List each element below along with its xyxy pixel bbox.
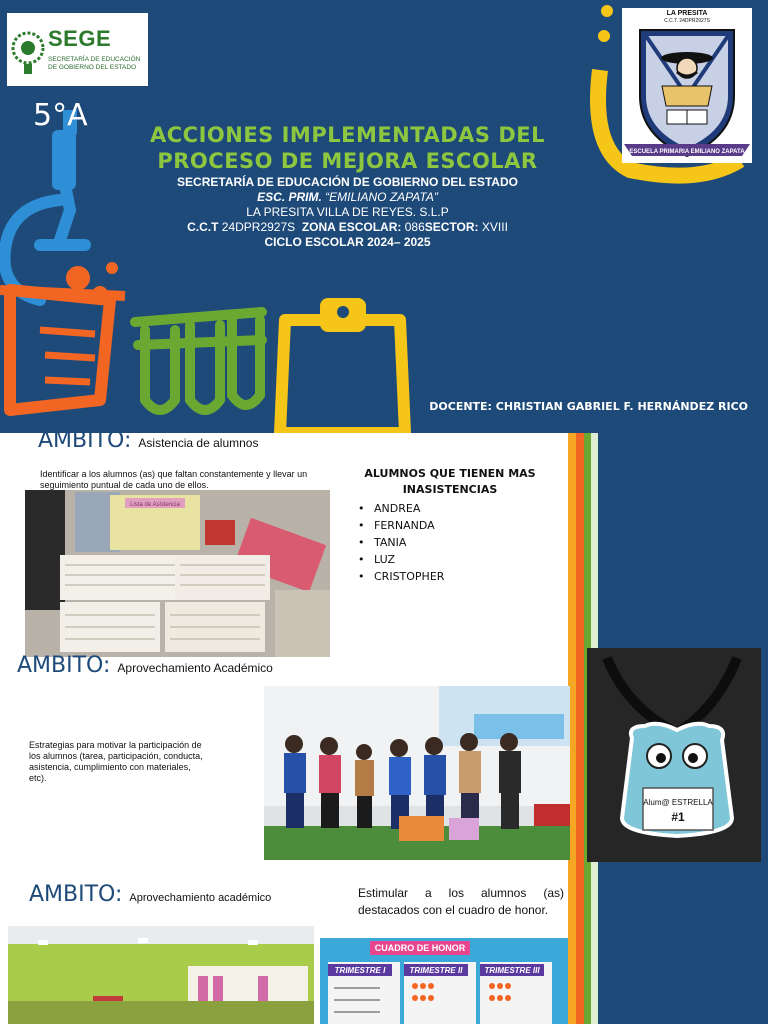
attendance-description: Identificar a los alumnos (as) que faltan constantemente y llevar un seguimiento puntual de cada uno de ellos. <box>40 469 308 490</box>
board-title: CUADRO DE HONOR <box>374 943 466 953</box>
ambito-label: AMBITO: <box>38 428 132 453</box>
decorative-dot <box>601 5 613 17</box>
absent-students-list <box>358 500 444 585</box>
sector-value: XVIII <box>481 220 508 234</box>
ambito-label: AMBITO: <box>17 653 111 678</box>
badge-number: #1 <box>671 810 685 824</box>
sege-subtitle: SECRETARÍA DE EDUCACIÓN DE GOBIERNO DEL ESTADO <box>48 56 141 71</box>
school-name: “EMILIANO ZAPATA” <box>325 190 438 204</box>
academic-description: Estrategias para motivar la participación de los alumnos (tarea, participación, conducta, asistencia, cumplimiento con materiales, etc). <box>29 740 203 783</box>
board-column-label: TRIMESTRE III <box>484 966 540 975</box>
section-attendance-heading <box>38 428 258 453</box>
school-logo-top-text: LA PRESITA <box>666 10 708 17</box>
absent-list-title: ALUMNOS QUE TIENEN MAS INASISTENCIAS <box>364 467 536 496</box>
attendance-photo <box>25 490 330 657</box>
ambito-subtitle: Aprovechamiento Académico <box>117 661 273 675</box>
school-shield-icon <box>622 26 752 163</box>
grade-label: 5°A <box>33 98 88 133</box>
teacher-name: DOCENTE: CHRISTIAN GABRIEL F. HERNÁNDEZ RICO <box>429 400 748 413</box>
honor-board-photo <box>320 938 568 1024</box>
classroom-photo <box>8 926 314 1024</box>
school-logo-ribbon: ESCUELA PRIMARIA EMILIANO ZAPATA <box>629 149 745 155</box>
section-academic-heading <box>17 653 273 678</box>
board-column-label: TRIMESTRE II <box>409 966 463 975</box>
star-student-badge-photo <box>587 648 761 862</box>
list-item: • FERNANDA <box>358 517 444 534</box>
school-prefix: ESC. PRIM. <box>257 190 322 204</box>
list-item: • ANDREA <box>358 500 444 517</box>
cct-line <box>130 220 565 235</box>
ambito-subtitle: Asistencia de alumnos <box>138 436 259 450</box>
attendance-sign-text: Lista de Asistencia <box>130 502 180 508</box>
header-banner <box>0 0 768 433</box>
honor-board-image <box>320 938 568 1024</box>
section-honor-heading <box>29 882 271 907</box>
clipboard-icon <box>280 298 405 433</box>
zona-value: 086 <box>404 220 425 234</box>
decorative-dot <box>598 30 610 42</box>
test-tubes-icon <box>135 312 262 410</box>
page-title: ACCIONES IMPLEMENTADAS DEL PROCESO DE MEJORA ESCOLAR <box>150 123 545 173</box>
school-line <box>130 190 565 205</box>
students-group-photo <box>264 686 570 860</box>
sege-emblem-icon <box>11 26 45 76</box>
location-line: LA PRESITA VILLA DE REYES. S.L.P <box>246 205 449 219</box>
cct-label: C.C.T <box>187 220 219 234</box>
cct-value: 24DPR2927S <box>221 220 296 234</box>
attendance-photo-image <box>25 490 330 657</box>
list-item: • TANIA <box>358 534 444 551</box>
star-student-badge-image <box>587 648 761 862</box>
secretaria-line: SECRETARÍA DE EDUCACIÓN DE GOBIERNO DEL ESTADO <box>177 175 518 189</box>
school-cycle: CICLO ESCOLAR 2024– 2025 <box>264 235 431 249</box>
sege-title: SEGE <box>48 26 112 51</box>
list-item: • CRISTOPHER <box>358 568 444 585</box>
ambito-label: AMBITO: <box>29 882 123 907</box>
zona-label: ZONA ESCOLAR: <box>301 220 402 234</box>
list-item: • LUZ <box>358 551 444 568</box>
badge-label: Alum@ ESTRELLA <box>643 798 713 807</box>
school-logo-cct: C.C.T. 24DPR2927S <box>664 18 710 24</box>
school-logo <box>622 8 752 163</box>
sector-label: SECTOR: <box>424 220 479 234</box>
honor-description: Estimular a los alumnos (as) destacados con el cuadro de honor. <box>358 886 564 917</box>
board-column-label: TRIMESTRE I <box>334 966 386 975</box>
students-group-image <box>264 686 570 860</box>
ambito-subtitle: Aprovechamiento académico <box>129 892 272 904</box>
classroom-image <box>8 926 314 1024</box>
